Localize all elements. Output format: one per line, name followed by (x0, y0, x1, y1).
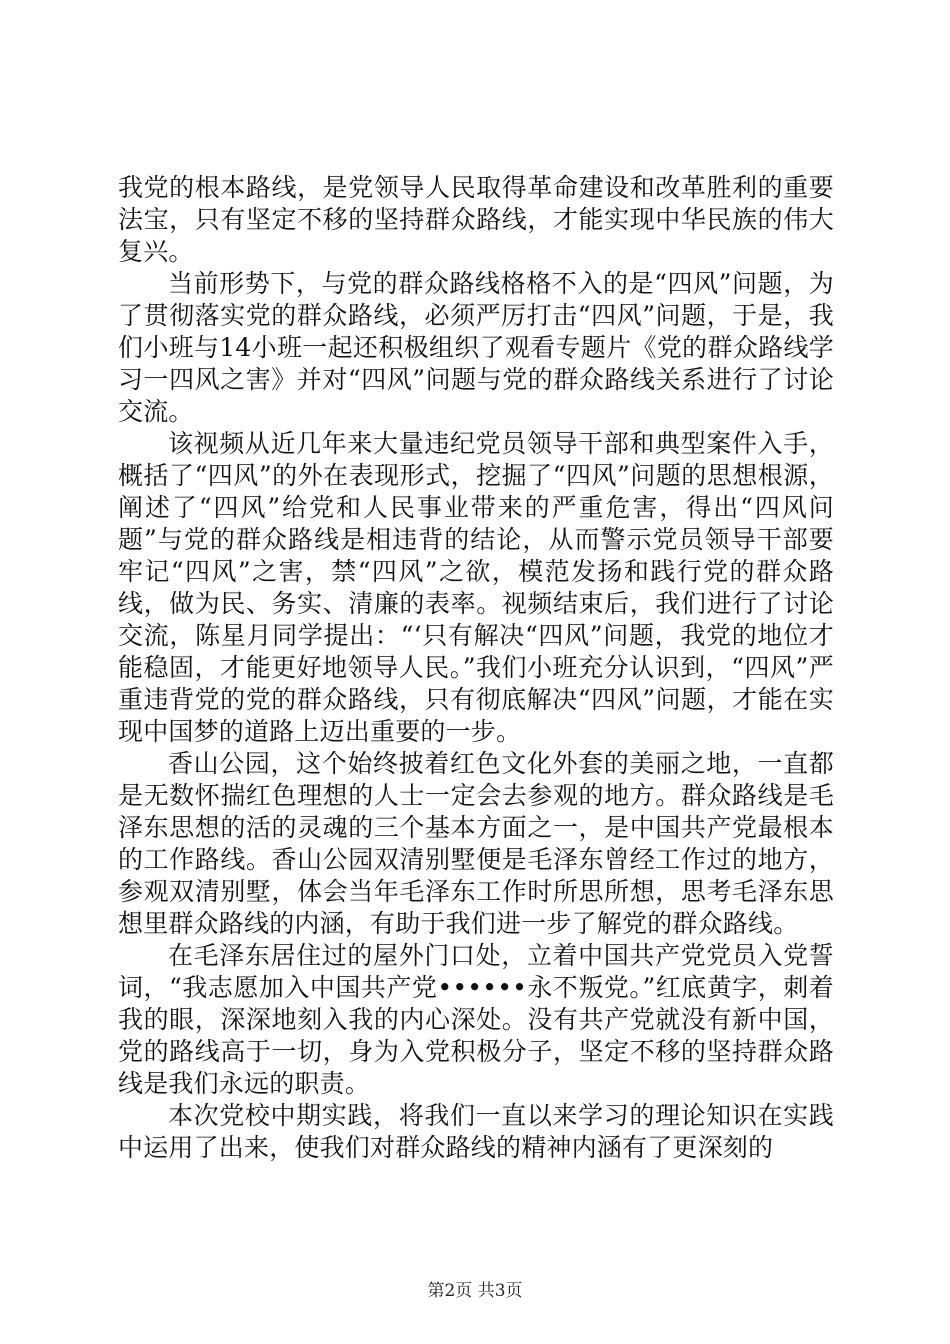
paragraph-4: 香山公园，这个始终披着红色文化外套的美丽之地，一直都是无数怀揣红色理想的人士一定会去参观的地方。群众路线是毛泽东思想的活的灵魂的三个基本方面之一，是中国共产党最根本的工作路线。香山公园双清别墅便是毛泽东曾经工作过的地方，参观双清别墅，体会当年毛泽东工作时所思所想，思考毛泽东思想里群众路线的内涵，有助于我们进一步了解党的群众路线。 (118, 749, 834, 938)
paragraph-1: 我党的根本路线，是党领导人民取得革命建设和改革胜利的重要法宝，只有坚定不移的坚持群众路线，才能实现中华民族的伟大复兴。 (118, 173, 834, 266)
paragraph-5: 在毛泽东居住过的屋外门口处，立着中国共产党党员入党誓词，“我志愿加入中国共产党••••••永不叛党。”红底黄字，刺着我的眼，深深地刻入我的内心深处。没有共产党就没有新中国，党的路线高于一切，身为入党积极分子，坚定不移的坚持群众路线是我们永远的职责。 (118, 941, 834, 1098)
page-number-footer: 第2页 共3页 (427, 1281, 523, 1301)
paragraph-2: 当前形势下，与党的群众路线格格不入的是“四风”问题，为了贯彻落实党的群众路线，必须严厉打击“四风”问题，于是，我们小班与14小班一起还积极组织了观看专题片《党的群众路线学习一四风之害》并对“四风”问题与党的群众路线关系进行了讨论交流。 (118, 269, 834, 426)
paragraph-6: 本次党校中期实践，将我们一直以来学习的理论知识在实践中运用了出来，使我们对群众路线的精神内涵有了更深刻的 (118, 1101, 834, 1162)
paragraph-3: 该视频从近几年来大量违纪党员领导干部和典型案件入手，概括了“四风”的外在表现形式，挖掘了“四风”问题的思想根源，阐述了“四风”给党和人民事业带来的严重危害，得出“四风问题”与党的群众路线是相违背的结论，从而警示党员领导干部要牢记“四风”之害，禁“四风”之欲，模范发扬和践行党的群众路线，做为民、务实、清廉的表率。视频结束后，我们进行了讨论交流，陈星月同学提出：“‘只有解决“四风”问题，我党的地位才能稳固，才能更好地领导人民。”我们小班充分认识到，“四风”严重违背党的党的群众路线，只有彻底解决“四风”问题，才能在实现中国梦的道路上迈出重要的一步。 (118, 429, 834, 746)
document-body (118, 172, 834, 1164)
